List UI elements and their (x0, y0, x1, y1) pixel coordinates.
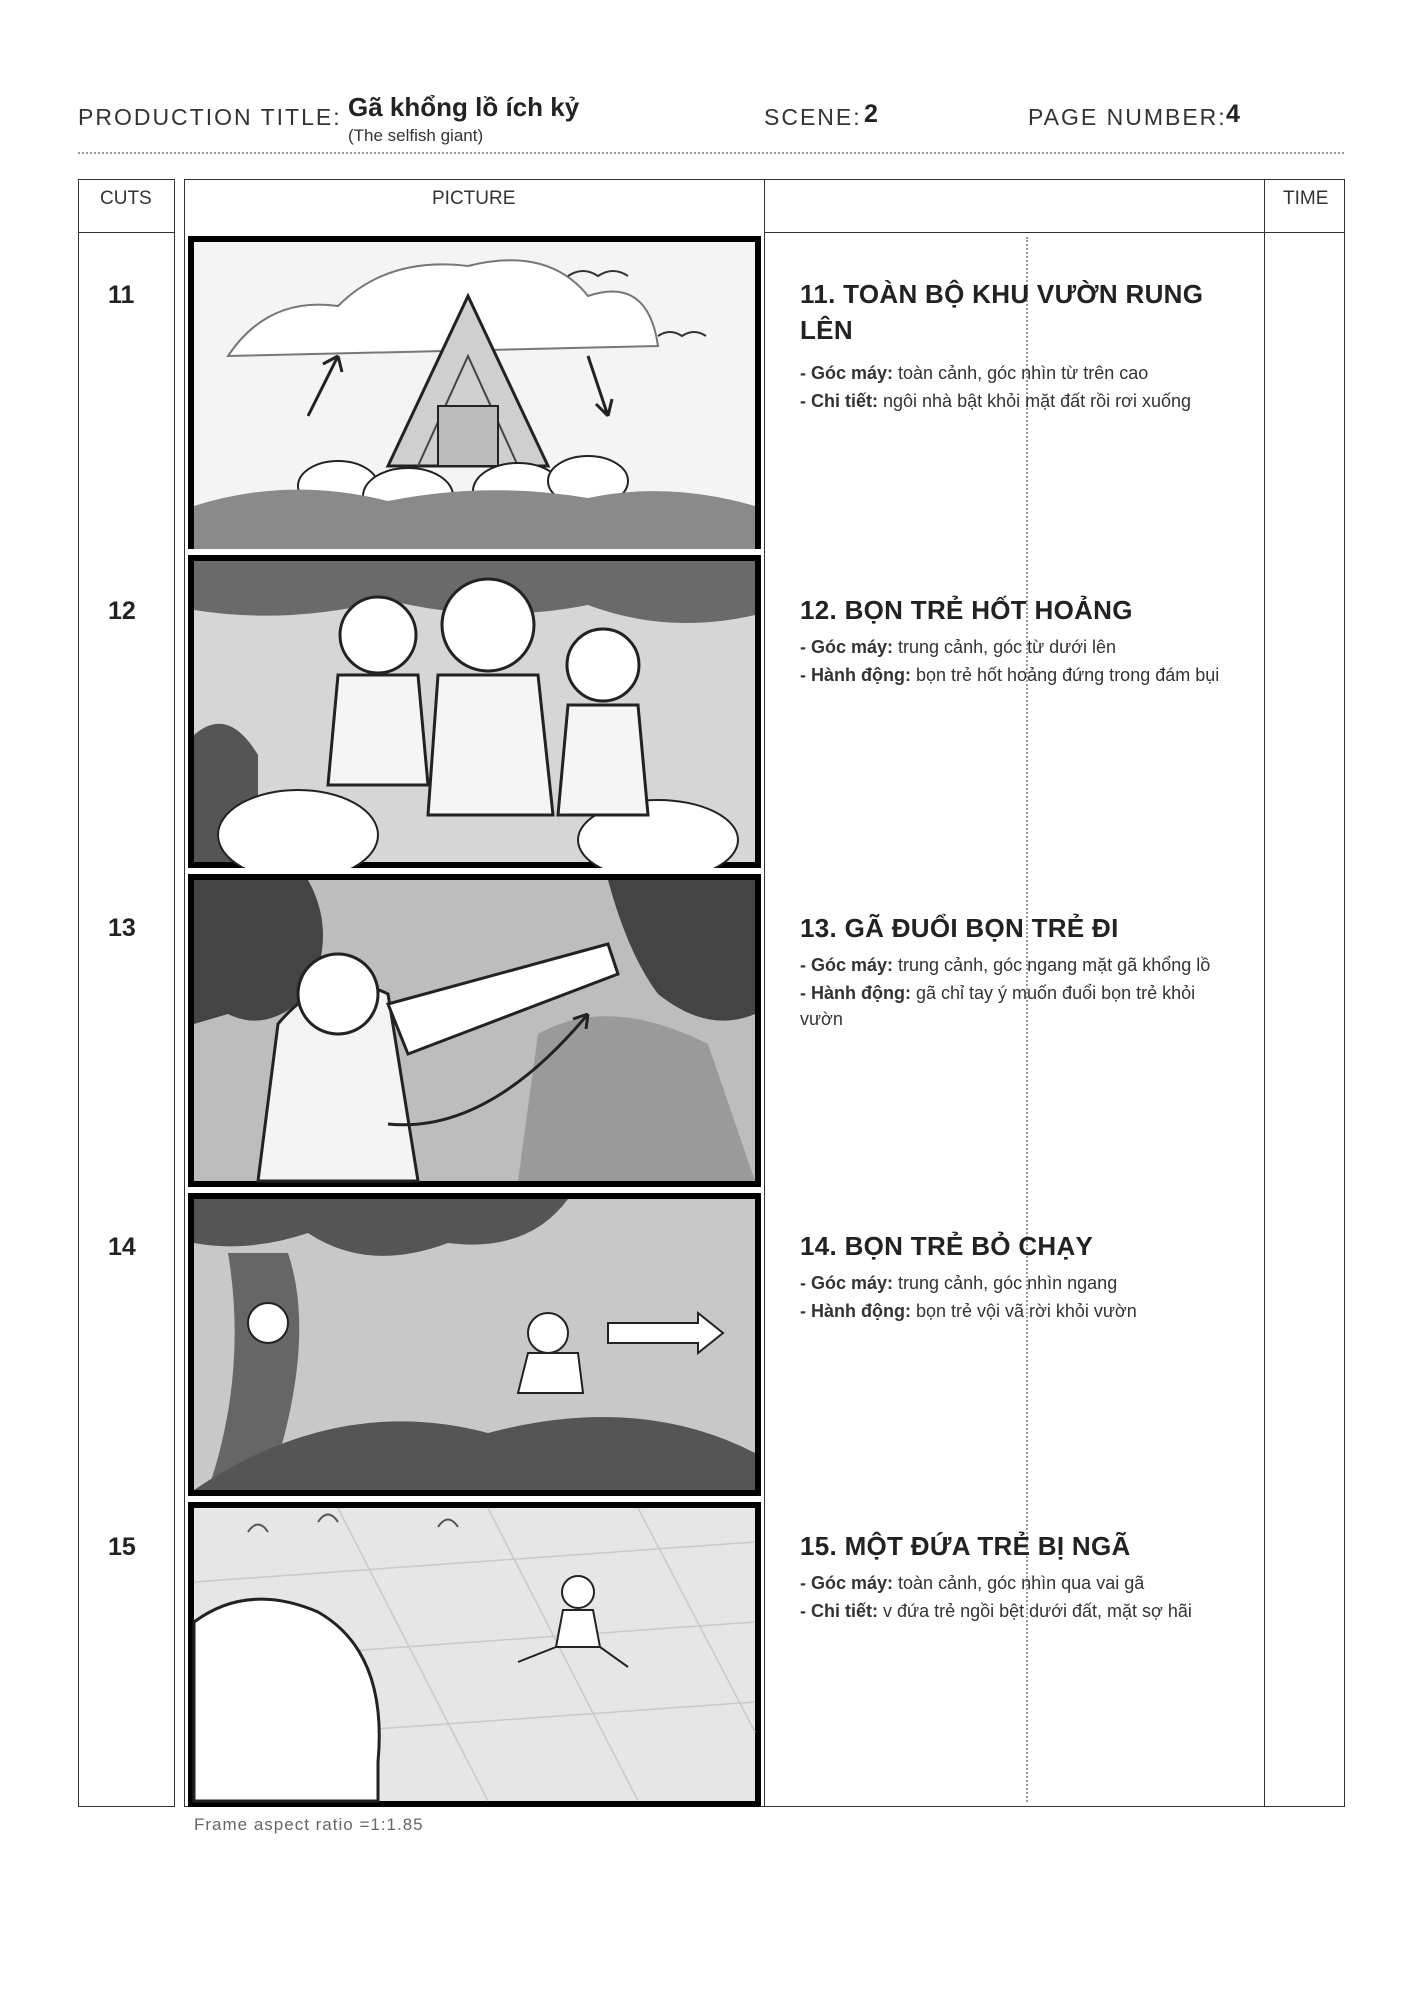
storyboard-frame-12 (188, 555, 761, 868)
line-text: bọn trẻ vội vã rời khỏi vườn (910, 1301, 1137, 1321)
line-text: v đứa trẻ ngồi bệt dưới đất, mặt sợ hãi (878, 1601, 1192, 1621)
cuts-column (78, 179, 175, 1807)
line-label: - Góc máy: (800, 363, 894, 383)
page-number-label: PAGE NUMBER: (1028, 104, 1227, 130)
cut-number: 11 (108, 281, 135, 309)
cut-title: 15. MỘT ĐỨA TRẺ BỊ NGÃ (800, 1531, 1131, 1561)
line-label: - Chi tiết: (800, 1601, 878, 1621)
time-header: TIME (1283, 188, 1329, 209)
line-text: trung cảnh, góc ngang mặt gã khổng lồ (893, 955, 1211, 975)
cut-title: 14. BỌN TRẺ BỎ CHẠY (800, 1231, 1094, 1261)
line-label: - Chi tiết: (800, 391, 878, 411)
cut-description (800, 910, 1240, 1032)
storyboard-frame-14 (188, 1193, 761, 1496)
cuts-header: CUTS (100, 188, 152, 209)
frame-aspect-note: Frame aspect ratio =1:1.85 (194, 1815, 424, 1834)
storyboard-frame-13 (188, 874, 761, 1187)
cut-description (800, 1528, 1240, 1624)
line-text: bọn trẻ hốt hoảng đứng trong đám bụi (910, 665, 1220, 685)
cut-title: 13. GÃ ĐUỔI BỌN TRẺ ĐI (800, 913, 1119, 943)
line-text: toàn cảnh, góc nhìn qua vai gã (893, 1573, 1145, 1593)
production-subtitle: (The selfish giant) (348, 126, 484, 145)
production-title: Gã khổng lồ ích kỷ (348, 92, 580, 122)
line-text: trung cảnh, góc nhìn ngang (893, 1273, 1118, 1293)
storyboard-frame-11 (188, 236, 761, 549)
header-divider (78, 152, 1344, 154)
cut-title: 11. TOÀN BỘ KHU VƯỜN RUNG LÊN (800, 279, 1204, 345)
line-label: - Hành động: (800, 1301, 911, 1321)
header-row-divider (764, 232, 1345, 233)
line-text: ngôi nhà bật khỏi mặt đất rồi rơi xuống (878, 391, 1191, 411)
cut-number: 14 (108, 1233, 136, 1261)
page-number: 4 (1226, 100, 1240, 128)
line-text: trung cảnh, góc từ dưới lên (893, 637, 1117, 657)
time-column (1264, 179, 1345, 1807)
line-label: - Góc máy: (800, 1273, 894, 1293)
line-label: - Hành động: (800, 983, 911, 1003)
cut-number: 13 (108, 914, 136, 942)
picture-header: PICTURE (432, 188, 516, 209)
scene-number: 2 (864, 100, 878, 128)
header-row-divider (78, 232, 175, 233)
cut-title: 12. BỌN TRẺ HỐT HOẢNG (800, 595, 1133, 625)
production-title-label: PRODUCTION TITLE: (78, 104, 342, 130)
line-label: - Hành động: (800, 665, 911, 685)
cut-number: 12 (108, 597, 136, 625)
line-label: - Góc máy: (800, 1573, 894, 1593)
cut-description (800, 592, 1240, 688)
storyboard-frame-15 (188, 1502, 761, 1807)
cut-number: 15 (108, 1533, 136, 1561)
cut-description (800, 276, 1240, 414)
scene-label: SCENE: (764, 104, 862, 130)
line-label: - Góc máy: (800, 637, 894, 657)
line-text: gã chỉ tay ý muốn đuổi bọn trẻ khỏi vườn (800, 983, 1196, 1029)
line-label: - Góc máy: (800, 955, 894, 975)
cut-description (800, 1228, 1240, 1324)
line-text: toàn cảnh, góc nhìn từ trên cao (893, 363, 1149, 383)
